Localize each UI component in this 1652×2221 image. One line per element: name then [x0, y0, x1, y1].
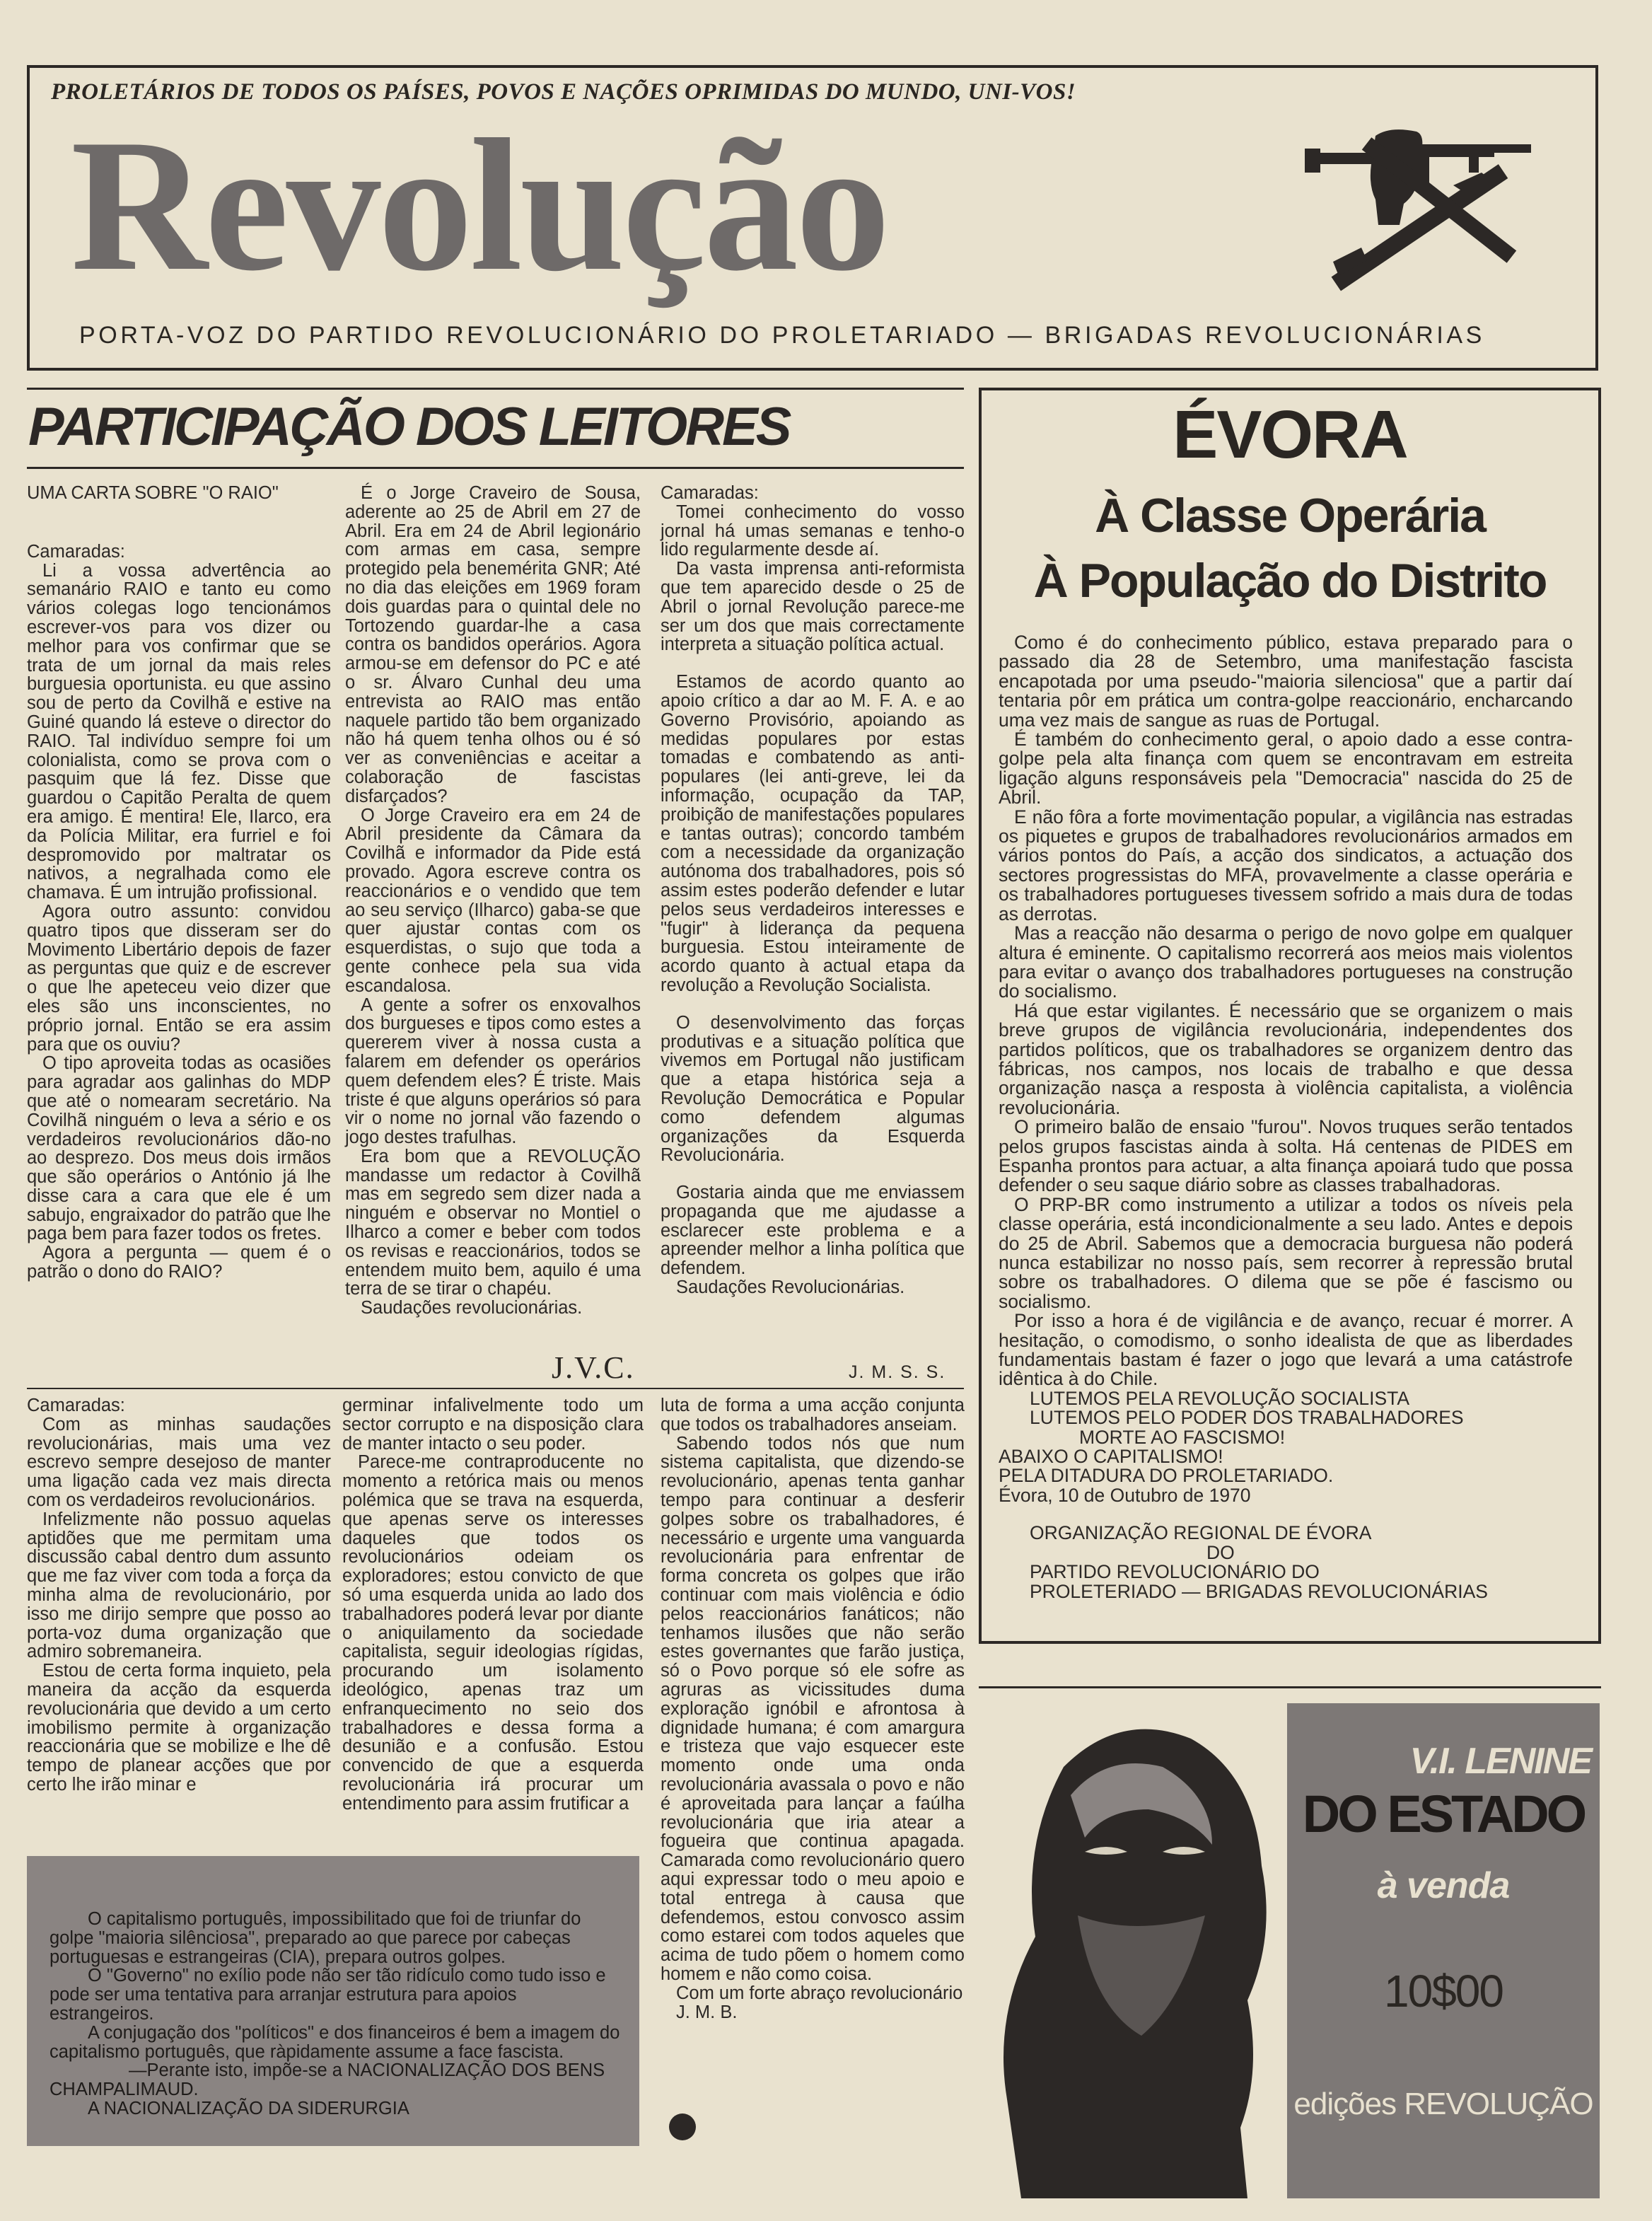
- paragraph: O capitalismo português, impossibilitado que foi de triunfar do golpe "maioria silênciosa", preparado ao que parece por cabeças portuguesas e estrangeiras (CIA), prepara outros golpes.: [50, 1909, 581, 1967]
- letter1-heading: UMA CARTA SOBRE "O RAIO": [27, 483, 279, 503]
- paragraph: luta de forma a uma acção conjunta que todos os trabalhadores anseiam.: [661, 1396, 965, 1434]
- letter1-salutation: Camaradas:: [27, 541, 125, 562]
- paragraph: O tipo aproveita todas as ocasiões para agradar aos galinhas do MDP que até o nomearam secretário. Na Covilhã ninguém o leva a sério e os verdadeiros revolucionários dão-no ao desprezo. Dos meus dois irmãos que são operários o António já lhe disse cara a cara que ele é um sabujo, engraixador do patrão que lhe paga bem para fazer todos os fretes.: [27, 1053, 331, 1244]
- paragraph: Era bom que a REVOLUÇÃO mandasse um redactor à Covilhã mas em segredo sem dizer nada a ninguém e observar no Montiel o Ilharco a comer e beber com todos os revisas e reaccionários, todos se entendem muito bem, aquilo é uma terra de se tirar o chapéu.: [345, 1146, 641, 1299]
- paragraph: Da vasta imprensa anti-reformista que tem aparecido desde o 25 de Abril o jornal Revolução parece-me ser um dos que mais correctamente interpreta a situação política actual.: [661, 559, 965, 655]
- letter2-salutation: Camaradas:: [661, 483, 759, 503]
- ad-rule: [979, 1686, 1601, 1688]
- evora-subtitle-1: À Classe Operária: [1095, 489, 1485, 543]
- lenin-portrait-image: [979, 1703, 1284, 2198]
- paragraph: Li a vossa advertência ao semanário RAIO e tanto eu como vários colegas logo tencionámos escrever-vos para vos dizer ou melhor para vos confirmar que se trata de um jornal da mais reles burguesia oportunista. eu que assino sou de perto da Covilhã e estive na Guiné quando lá esteve o director do RAIO. Tal indivíduo sempre foi um colonialista, como se prova com o pasquim que lá fez. Disse que guardou o Capitão Peralta de quem era amigo. É mentira! Ele, Ilarco, era da Polícia Militar, era furriel e foi despromovido por maltratar os nativos, a negralhada como ele chamava. É um intrujão profissional.: [27, 560, 331, 903]
- paragraph: germinar infalivelmente todo um sector corrupto e na disposição clara de manter intacto o seu poder.: [342, 1396, 644, 1454]
- paragraph: A NACIONALIZAÇÃO DA SIDERURGIA: [88, 2098, 409, 2118]
- book-price: 10$00: [1384, 1966, 1503, 2017]
- paragraph: Saudações Revolucionárias.: [676, 1277, 905, 1298]
- evora-slogan: MORTE AO FASCISMO!: [1079, 1426, 1286, 1448]
- paragraph: E não fôra a forte movimentação popular, a vigilância nas estradas os piquetes e grupos de trabalhadores revolucionários armados em vários pontos do País, a acção dos sindicatos, a actuação dos sectores progressistas do MFA, provavelmente a classe operária e os trabalhadores portugueses tivessem sofrido a mais dura de todas as derrotas.: [999, 806, 1573, 924]
- letter3-column-2: [342, 1396, 644, 1814]
- letter1-column-1: [27, 484, 331, 1282]
- letter3-column-1: [27, 1396, 331, 1794]
- paragraph: Agora a pergunta — quem é o patrão o dono do RAIO?: [27, 1243, 331, 1282]
- masthead-slogan: PROLETÁRIOS DE TODOS OS PAÍSES, POVOS E NAÇÕES OPRIMIDAS DO MUNDO, UNI-VOS!: [51, 79, 1076, 105]
- paragraph: O desenvolvimento das forças produtivas e a situação política que vivemos em Portugal não justificam que a etapa histórica seja a Revolução Democrática e Popular como defendem algumas organizações da Esquerda Revolucionária.: [661, 1012, 965, 1166]
- book-title: DO ESTADO: [1302, 1785, 1585, 1843]
- evora-subtitle-2: À População do Distrito: [1033, 554, 1547, 608]
- paragraph: O "Governo" no exílio pode não ser tão ridículo como tudo isso e pode ser uma tentativa para arranjar estrutura para apoios estrangeiros.: [50, 1966, 606, 2024]
- paragraph: Agora outro assunto: convidou quatro tipos que disseram ser do Movimento Libertário depois de fazer as perguntas que quiz e de escrever o que lhe apeteceu veio dizer que eles são uns inconscientes, no próprio jornal. Então se era assim para que os ouviu?: [27, 901, 331, 1055]
- paragraph: É também do conhecimento geral, o apoio dado a esse contra-golpe pela alta finança com quem se encontravam em estreita ligação alguns responsáveis pela "Democracia" nascida do 25 de Abril.: [999, 729, 1573, 808]
- evora-slogan: LUTEMOS PELO PODER DOS TRABALHADORES: [1030, 1407, 1464, 1429]
- letter2-signature: J. M. S. S.: [849, 1362, 946, 1382]
- paragraph: Com um forte abraço revolucionário: [676, 1983, 963, 2003]
- paragraph: Tomei conhecimento do vosso jornal há umas semanas e tenho-o lido regularmente desde aí.: [661, 501, 965, 560]
- divider: [27, 1388, 964, 1389]
- evora-title: ÉVORA: [1173, 397, 1407, 472]
- paragraph: A gente a sofrer os enxovalhos dos burgueses e tipos como estes a quererem viver à nossa custa a falarem em defender os operários quem defendem eles? É triste. Mais triste é que alguns operários só para vir o nome no jornal vão fazendo o jogo destes trafulhas.: [345, 994, 641, 1148]
- paragraph: Infelizmente não possuo aquelas aptidões que me permitam uma discussão cabal dentro dum assunto que me faz viver com toda a força da minha alma de revolucionário, por isso me dirijo sempre que posso ao porta-voz duma organização que admiro sobremaneira.: [27, 1509, 331, 1662]
- evora-slogan: PELA DITADURA DO PROLETARIADO.: [999, 1465, 1334, 1487]
- evora-slogan: ABAIXO O CAPITALISMO!: [999, 1446, 1223, 1468]
- paragraph: Estamos de acordo quanto ao apoio crítico a dar ao M. F. A. e ao Governo Provisório, apoiando as medidas populares por estas tomadas e combatendo as anti-populares (lei anti-greve, lei da informação, ocupação da TAP, proibição de manifestações populares e tantas outras); concordo também com a necessidade da organização autónoma dos trabalhadores, pois só assim estes poderão defender e lutar pelos seus verdadeiros interesses e "fugir" à liderança da pequena burguesia. Estou inteiramente de acordo quanto à actual etapa da revolução a Revolução Socialista.: [661, 672, 965, 995]
- evora-signoff-line: PROLETERIADO — BRIGADAS REVOLUCIONÁRIAS: [1030, 1580, 1488, 1602]
- paragraph: Sabendo todos nós que num sistema capitalista, que dizendo-se revolucionário, apenas tenta ganhar tempo para continuar a desferir golpes sobre os trabalhadores, é necessário e urgente uma vanguarda revolucionária para enfrentar de forma concreta os golpes que irão continuar com mais violência e ódio pelos reaccionários fanáticos; não tenhamos ilusões que não serão estes governantes que farão justiça, só o Povo porque só ele sofre as agruras as vicissitudes duma exploração ignóbil e afrontosa à dignidade humana; é com amargura e tristeza que vajo esquecer este momento onde uma onda revolucionária avassala o povo e não é aproveitada para lançar a faúlha revolucionária que iria atear a fogueira que continua apagada. Camarada como revolucionário quero aqui expressar todo o meu apoio e total entrega à causa que defendemos, estou convosco assim como estarei com todos aqueles que acima de tudo põem o homem como homem e não como coisa.: [661, 1433, 965, 1984]
- grey-notice-text: [50, 1910, 624, 2118]
- paragraph: A conjugação dos "políticos" e dos financeiros é bem a imagem do capitalismo português, que ràpidamente assume a face fascista.: [50, 2022, 620, 2062]
- evora-signoff-line: ORGANIZAÇÃO REGIONAL DE ÉVORA: [1030, 1522, 1372, 1544]
- paragraph: Gostaria ainda que me enviassem propaganda que me ajudasse a esclarecer este problema e a apreender melhor a linha política que defendem.: [661, 1183, 965, 1279]
- paragraph: —Perante isto, impõe-se a NACIONALIZAÇÃO DOS BENS CHAMPALIMAUD.: [50, 2060, 605, 2100]
- newspaper-logo: Revolução: [71, 100, 888, 310]
- letter3-column-3: [661, 1396, 965, 2022]
- evora-body: [999, 633, 1573, 1601]
- paragraph: O Jorge Craveiro era em 24 de Abril presidente da Câmara da Covilhã e informador da Pide está provado. Agora escreve contra os reaccionários e o vendido que tem ao seu serviço (Ilharco) gaba-se que quer ajustar contas com os esquerdistas, o sujo que toda a gente conhece pela sua vida escandalosa.: [345, 805, 641, 996]
- book-sale-label: à venda: [1377, 1865, 1510, 1906]
- masthead-tagline: PORTA-VOZ DO PARTIDO REVOLUCIONÁRIO DO PROLETARIADO — BRIGADAS REVOLUCIONÁRIAS: [79, 322, 1485, 349]
- book-publisher: edições REVOLUÇÃO: [1293, 2087, 1593, 2121]
- paragraph: Estou de certa forma inquieto, pela maneira da acção da esquerda revolucionária que devido a um certo imobilismo permite à organização reaccionária que se mobilize e lhe dê tempo de planear acções que por certo lhe irão minar e: [27, 1661, 331, 1794]
- rifle-wrench-emblem-icon: [1305, 122, 1538, 291]
- paragraph: Há que estar vigilantes. É necessário que se organizem o mais breve grupos de vigilância revolucionária, independentes dos partidos políticos, que os trabalhadores se organizem dentro das fábricas, nos campos, nos locais de trabalho e que dessa organização nasça a resposta à violência capitalista, a violência revolucionária.: [999, 999, 1573, 1118]
- letter1-signature: J.V.C.: [552, 1350, 635, 1385]
- evora-slogan: LUTEMOS PELA REVOLUÇÃO SOCIALISTA: [1030, 1387, 1410, 1409]
- section-rule-top: [27, 388, 964, 390]
- letter1-column-2: [345, 484, 641, 1318]
- paragraph: Por isso a hora é de vigilância e de avanço, recuar é morrer. A hesitação, o comodismo, o sonho idealista de que as liberdades fundamentais bastam é fazer o jogo que levará a uma catástrofe idêntica à do Chile.: [999, 1310, 1573, 1390]
- section-title: PARTICIPAÇÃO DOS LEITORES: [28, 397, 790, 457]
- letter3-salutation: Camaradas:: [27, 1396, 125, 1415]
- evora-signoff-line: DO: [1206, 1541, 1235, 1563]
- paragraph: Mas a reacção não desarma o perigo de novo golpe em qualquer altura é eminente. O capitalismo recorrerá aos meios mais violentos para evitar o avanço dos trabalhadores portugueses na construção do socialismo.: [999, 922, 1573, 1002]
- paragraph: Com as minhas saudações revolucionárias, mais uma vez escrevo sempre desejoso de manter uma ligação cada vez mais directa com os verdadeiros revolucionários.: [27, 1414, 331, 1510]
- evora-signoff-line: PARTIDO REVOLUCIONÁRIO DO: [1030, 1561, 1320, 1583]
- book-author: V.I. LENINE: [1409, 1741, 1591, 1782]
- paragraph: O primeiro balão de ensaio "furou". Novos truques serão tentados pelos grupos fascistas ainda à solta. Há centenas de PIDES em Espanha prontos para actuar, a alta finança apoiará tudo que possa defender o seu saque diário sobre as classes trabalhadoras.: [999, 1116, 1573, 1196]
- bullet-dot-icon: [669, 2113, 696, 2140]
- paragraph: Como é do conhecimento público, estava preparado para o passado dia 28 de Setembro, uma manifestação fascista encapotada por uma pseudo-"maioria silenciosa" que a partir daí tentaria pôr em prática um contra-golpe reaccionário, encharcando uma vez mais de sangue as ruas de Portugal.: [999, 632, 1573, 731]
- letter2-column: [661, 484, 965, 1297]
- paragraph: O PRP-BR como instrumento a utilizar a todos os níveis pela classe operária, está incondicionalmente a seu lado. Antes e depois do 25 de Abril. Sabemos que a democracia burguesa não poderá nunca estabilizar no nosso país, sem recorrer à repressão brutal sobre os trabalhadores. O dilema que se põe é fascismo ou socialismo.: [999, 1193, 1573, 1312]
- paragraph: Saudações revolucionárias.: [361, 1298, 583, 1318]
- paragraph: Parece-me contraproducente no momento a retórica mais ou menos polémica que se trava na esquerda, que apenas serve os interesses daqueles que todos os revolucionários odeiam os exploradores; estou convicto de que só uma esquerda unida ao lado dos trabalhadores poderá levar por diante o aniquilamento da sociedade capitalista, seguir ideologias rígidas, procurando um isolamento ideológico, apenas traz um enfranquecimento no seio dos trabalhadores e dessa forma a desunião e a confusão. Estou convencido de que a esquerda revolucionária irá procurar um entendimento para assim frutificar a: [342, 1452, 644, 1814]
- section-rule-bottom: [27, 467, 964, 469]
- evora-dateline: Évora, 10 de Outubro de 1970: [999, 1484, 1251, 1506]
- paragraph: É o Jorge Craveiro de Sousa, aderente ao 25 de Abril em 27 de Abril. Era em 24 de Abril legionário com armas em casa, sempre protegido pela benemérita GNR; Até no dia das eleições em 1969 foram dois guardas para o quintal dele no Tortozendo guardar-lhe a casa contra os bandidos operários. Agora armou-se em defensor do PC e até o sr. Álvaro Cunhal deu uma entrevista ao RAIO mas então naquele partido tão bem organizado não há quem tenha olhos ou é só ver as conveniências e aceitar a colaboração de fascistas disfarçados?: [345, 483, 641, 806]
- letter3-signature: J. M. B.: [676, 2002, 738, 2022]
